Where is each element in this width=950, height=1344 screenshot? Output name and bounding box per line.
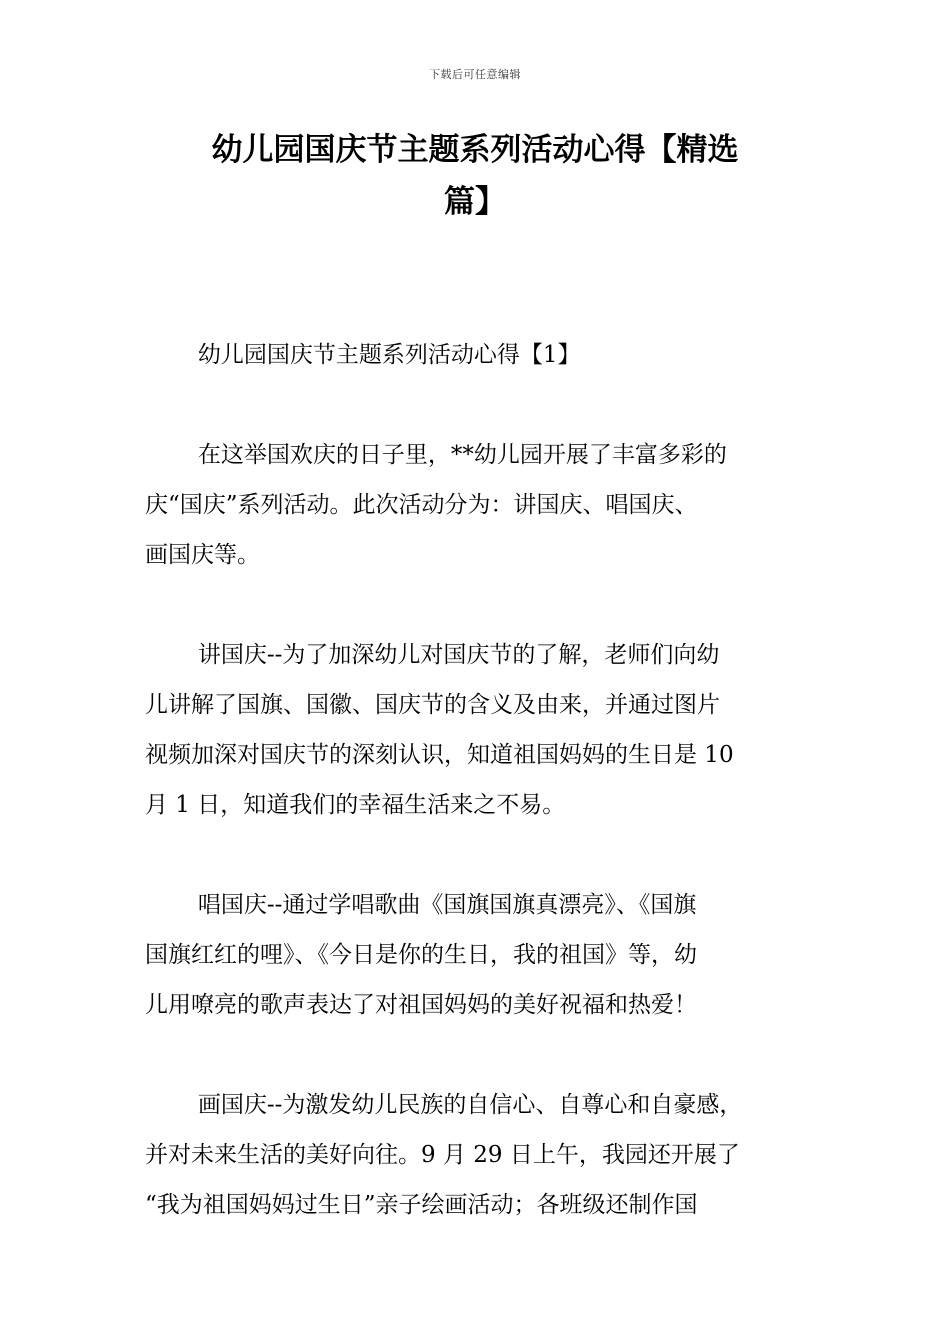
paragraph-line: 画国庆等。	[145, 542, 260, 568]
paragraph-line: 儿用嘹亮的歌声表达了对祖国妈妈的美好祝福和热爱！	[145, 992, 697, 1018]
title-line-2: 篇】	[444, 184, 506, 220]
paragraph-3	[145, 880, 825, 1030]
paragraph-line: 月 1 日，知道我们的幸福生活来之不易。	[145, 792, 566, 818]
paragraph-1	[145, 430, 825, 580]
header-note: 下载后可任意编辑	[429, 68, 521, 81]
paragraph-line: 讲国庆--为了加深幼儿对国庆节的了解，老师们向幼	[197, 642, 720, 668]
paragraph-line: 国旗红红的哩》、《今日是你的生日，我的祖国》等，幼	[145, 942, 697, 968]
paragraph-line: 儿讲解了国旗、国徽、国庆节的含义及由来，并通过图片	[145, 692, 720, 718]
paragraph-line: 并对未来生活的美好向往。9 月 29 日上午，我园还开展了	[145, 1142, 740, 1168]
document-body	[145, 330, 825, 1280]
paragraph-line: 庆“国庆”系列活动。此次活动分为：讲国庆、唱国庆、	[145, 492, 698, 518]
paragraph-line: 视频加深对国庆节的深刻认识，知道祖国妈妈的生日是 10	[145, 742, 734, 768]
section-heading	[145, 330, 825, 380]
paragraph-line: 画国庆--为激发幼儿民族的自信心、自尊心和自豪感，	[197, 1092, 743, 1118]
paragraph-line: 在这举国欢庆的日子里，**幼儿园开展了丰富多彩的	[197, 442, 727, 468]
paragraph-2	[145, 630, 825, 830]
paragraph-line: “我为祖国妈妈过生日”亲子绘画活动；各班级还制作国	[145, 1192, 698, 1218]
paragraph-line: 唱国庆--通过学唱歌曲《国旗国旗真漂亮》、《国旗	[197, 892, 697, 918]
paragraph-4	[145, 1080, 825, 1230]
document-title	[140, 124, 810, 228]
section-heading-text: 幼儿园国庆节主题系列活动心得【1】	[197, 342, 581, 368]
title-line-1: 幼儿园国庆节主题系列活动心得【精选	[211, 132, 739, 168]
